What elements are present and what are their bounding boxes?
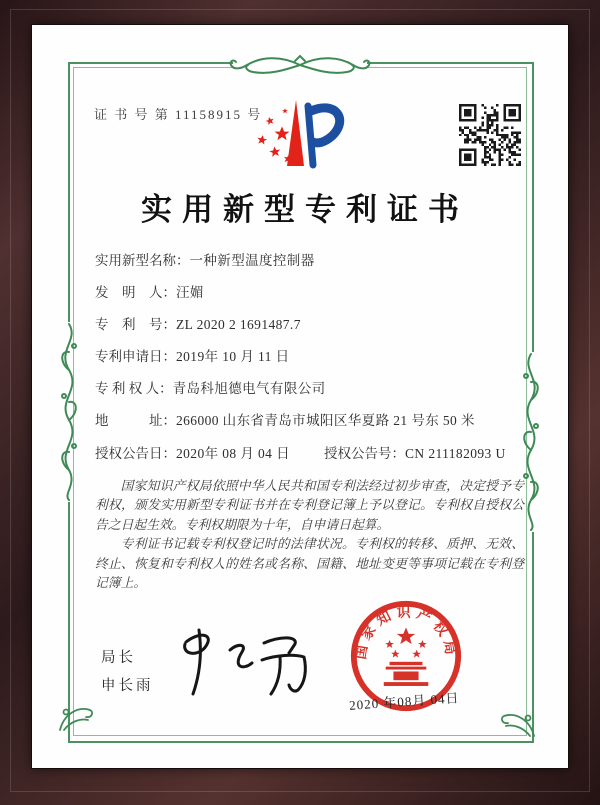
bottom-left-curl-ornament	[56, 700, 96, 736]
field-value: 266000 山东省青岛市城阳区华夏路 21 号东 50 米	[176, 413, 475, 429]
field-label: 授权公告日：	[95, 445, 176, 461]
field-grant-number	[324, 447, 506, 462]
field-value: 青岛科旭德电气有限公司	[172, 381, 326, 397]
legal-paragraph-2: 专利证书记载专利权登记时的法律状况。专利权的转移、质押、无效、终止、恢复和专利权人的姓名或名称、国籍、地址变更等事项记载在专利登记簿上。	[95, 537, 524, 591]
field-filing-date	[95, 350, 528, 365]
field-value: ZL 2020 2 1691487.7	[176, 317, 301, 333]
field-label: 授权公告号：	[324, 445, 405, 461]
field-label: 专利申请日：	[95, 349, 176, 365]
field-utility-model-name	[95, 254, 528, 269]
certificate-title: 实用新型专利证书	[141, 192, 469, 227]
commissioner-name: 申长雨	[101, 678, 154, 694]
field-value: CN 211182093 U	[405, 445, 506, 461]
field-patentee	[95, 382, 528, 397]
field-label: 专 利 权 人：	[95, 381, 173, 397]
field-grant-row	[95, 447, 528, 462]
field-value: 2020年 08 月 04 日	[176, 445, 290, 461]
certificate-number: 证 书 号 第 11158915 号	[94, 107, 263, 122]
field-label: 地 址：	[95, 413, 176, 429]
field-label: 发 明 人：	[95, 285, 176, 301]
qr-code	[458, 104, 522, 166]
left-scroll-ornament	[49, 322, 89, 502]
field-patent-number	[95, 318, 528, 333]
bottom-right-curl-ornament	[498, 706, 538, 742]
legal-paragraph-1: 国家知识产权局依照中华人民共和国专利法经过初步审查，决定授予专利权，颁发实用新型专利证书并在专利登记簿上予以登记。专利权自授权公告之日起生效。专利权期限为十年，自申请日起算。	[95, 479, 524, 532]
national-emblem-icon	[384, 627, 428, 685]
seal-date: 2020 年08月 04日	[348, 690, 460, 713]
field-address	[95, 414, 528, 429]
commissioner-role-label: 局长	[101, 650, 136, 666]
field-label: 实用新型名称：	[95, 253, 190, 268]
field-value: 2019年 10 月 11 日	[176, 349, 290, 365]
field-value: 汪媚	[176, 285, 204, 301]
top-flourish-ornament	[225, 52, 375, 80]
field-value: 一种新型温度控制器	[189, 253, 315, 268]
commissioner-signature	[168, 626, 313, 701]
cnipa-patent-logo-icon	[252, 94, 352, 174]
legal-text	[95, 477, 524, 593]
field-inventor	[95, 286, 528, 301]
certificate-fields	[95, 254, 528, 479]
seal-text: 国家知识产权局	[354, 605, 458, 661]
field-label: 专 利 号：	[95, 317, 176, 333]
